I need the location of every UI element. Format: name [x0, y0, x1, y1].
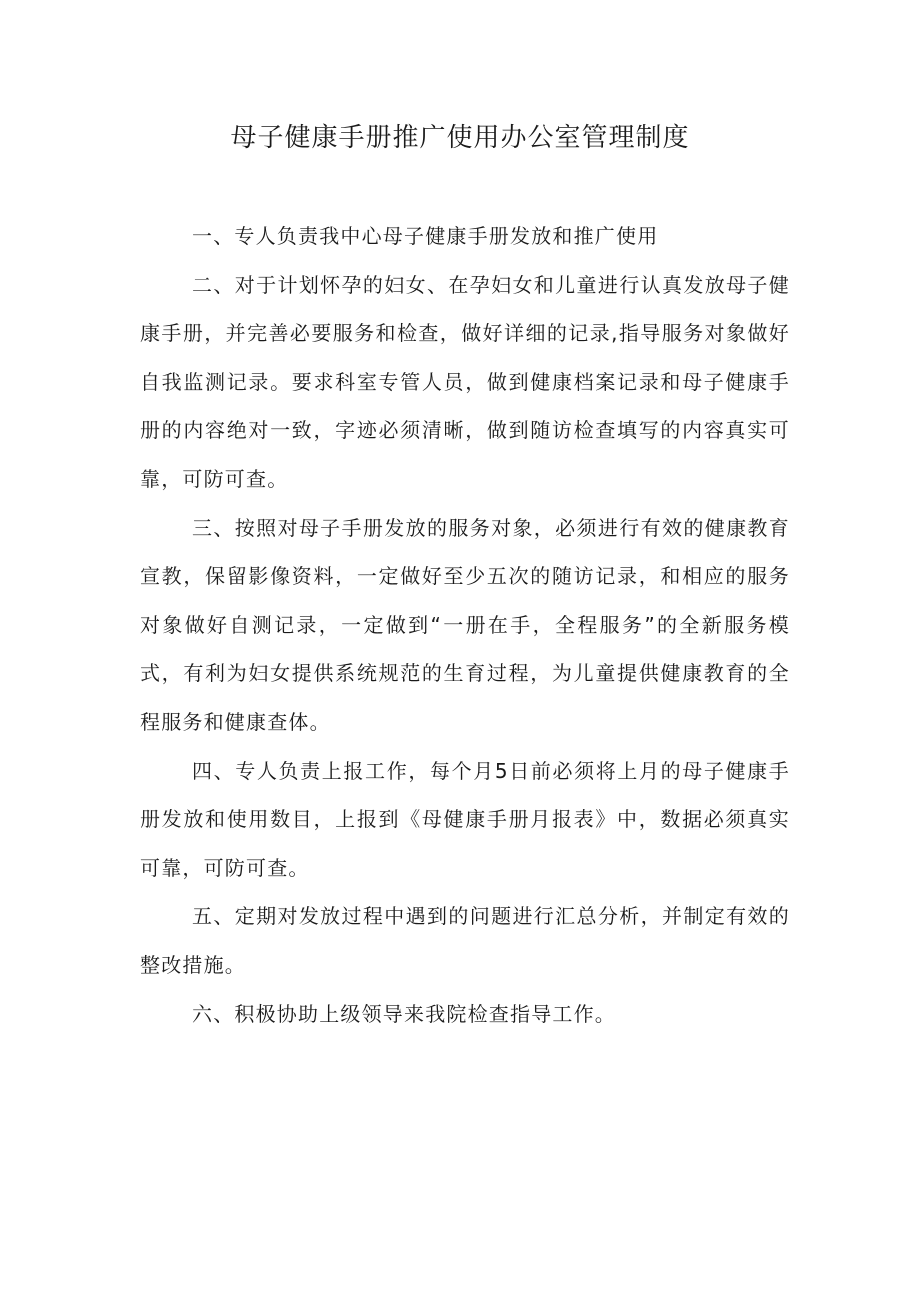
paragraph-5: 五、定期对发放过程中遇到的问题进行汇总分析，并制定有效的整改措施。 [140, 904, 790, 977]
paragraph-2: 二、对于计划怀孕的妇女、在孕妇女和儿童进行认真发放母子健康手册，并完善必要服务和检查，做好详细的记录,指导服务对象做好自我监测记录。要求科室专管人员，做到健康档案记录和母子健康手册的内容绝对一致，字迹必须清晰，做到随访检查填写的内容真实可靠，可防可查。 [140, 272, 790, 491]
document-title: 母子健康手册推广使用办公室管理制度 [230, 123, 690, 153]
paragraph-4: 四、专人负责上报工作，每个月5日前必须将上月的母子健康手册发放和使用数目，上报到《母健康手册月报表》中，数据必须真实可靠，可防可查。 [140, 758, 790, 880]
paragraph-1: 一、专人负责我中心母子健康手册发放和推广使用 [192, 224, 659, 248]
paragraph-6: 六、积极协助上级领导来我院检查指导工作。 [192, 1001, 616, 1026]
document-body [140, 212, 790, 1038]
paragraph-3: 三、按照对母子手册发放的服务对象，必须进行有效的健康教育宣教，保留影像资料，一定做好至少五次的随访记录，和相应的服务对象做好自测记录，一定做到“一册在手，全程服务”的全新服务模式，有利为妇女提供系统规范的生育过程，为儿童提供健康教育的全程服务和健康查体。 [140, 515, 790, 734]
